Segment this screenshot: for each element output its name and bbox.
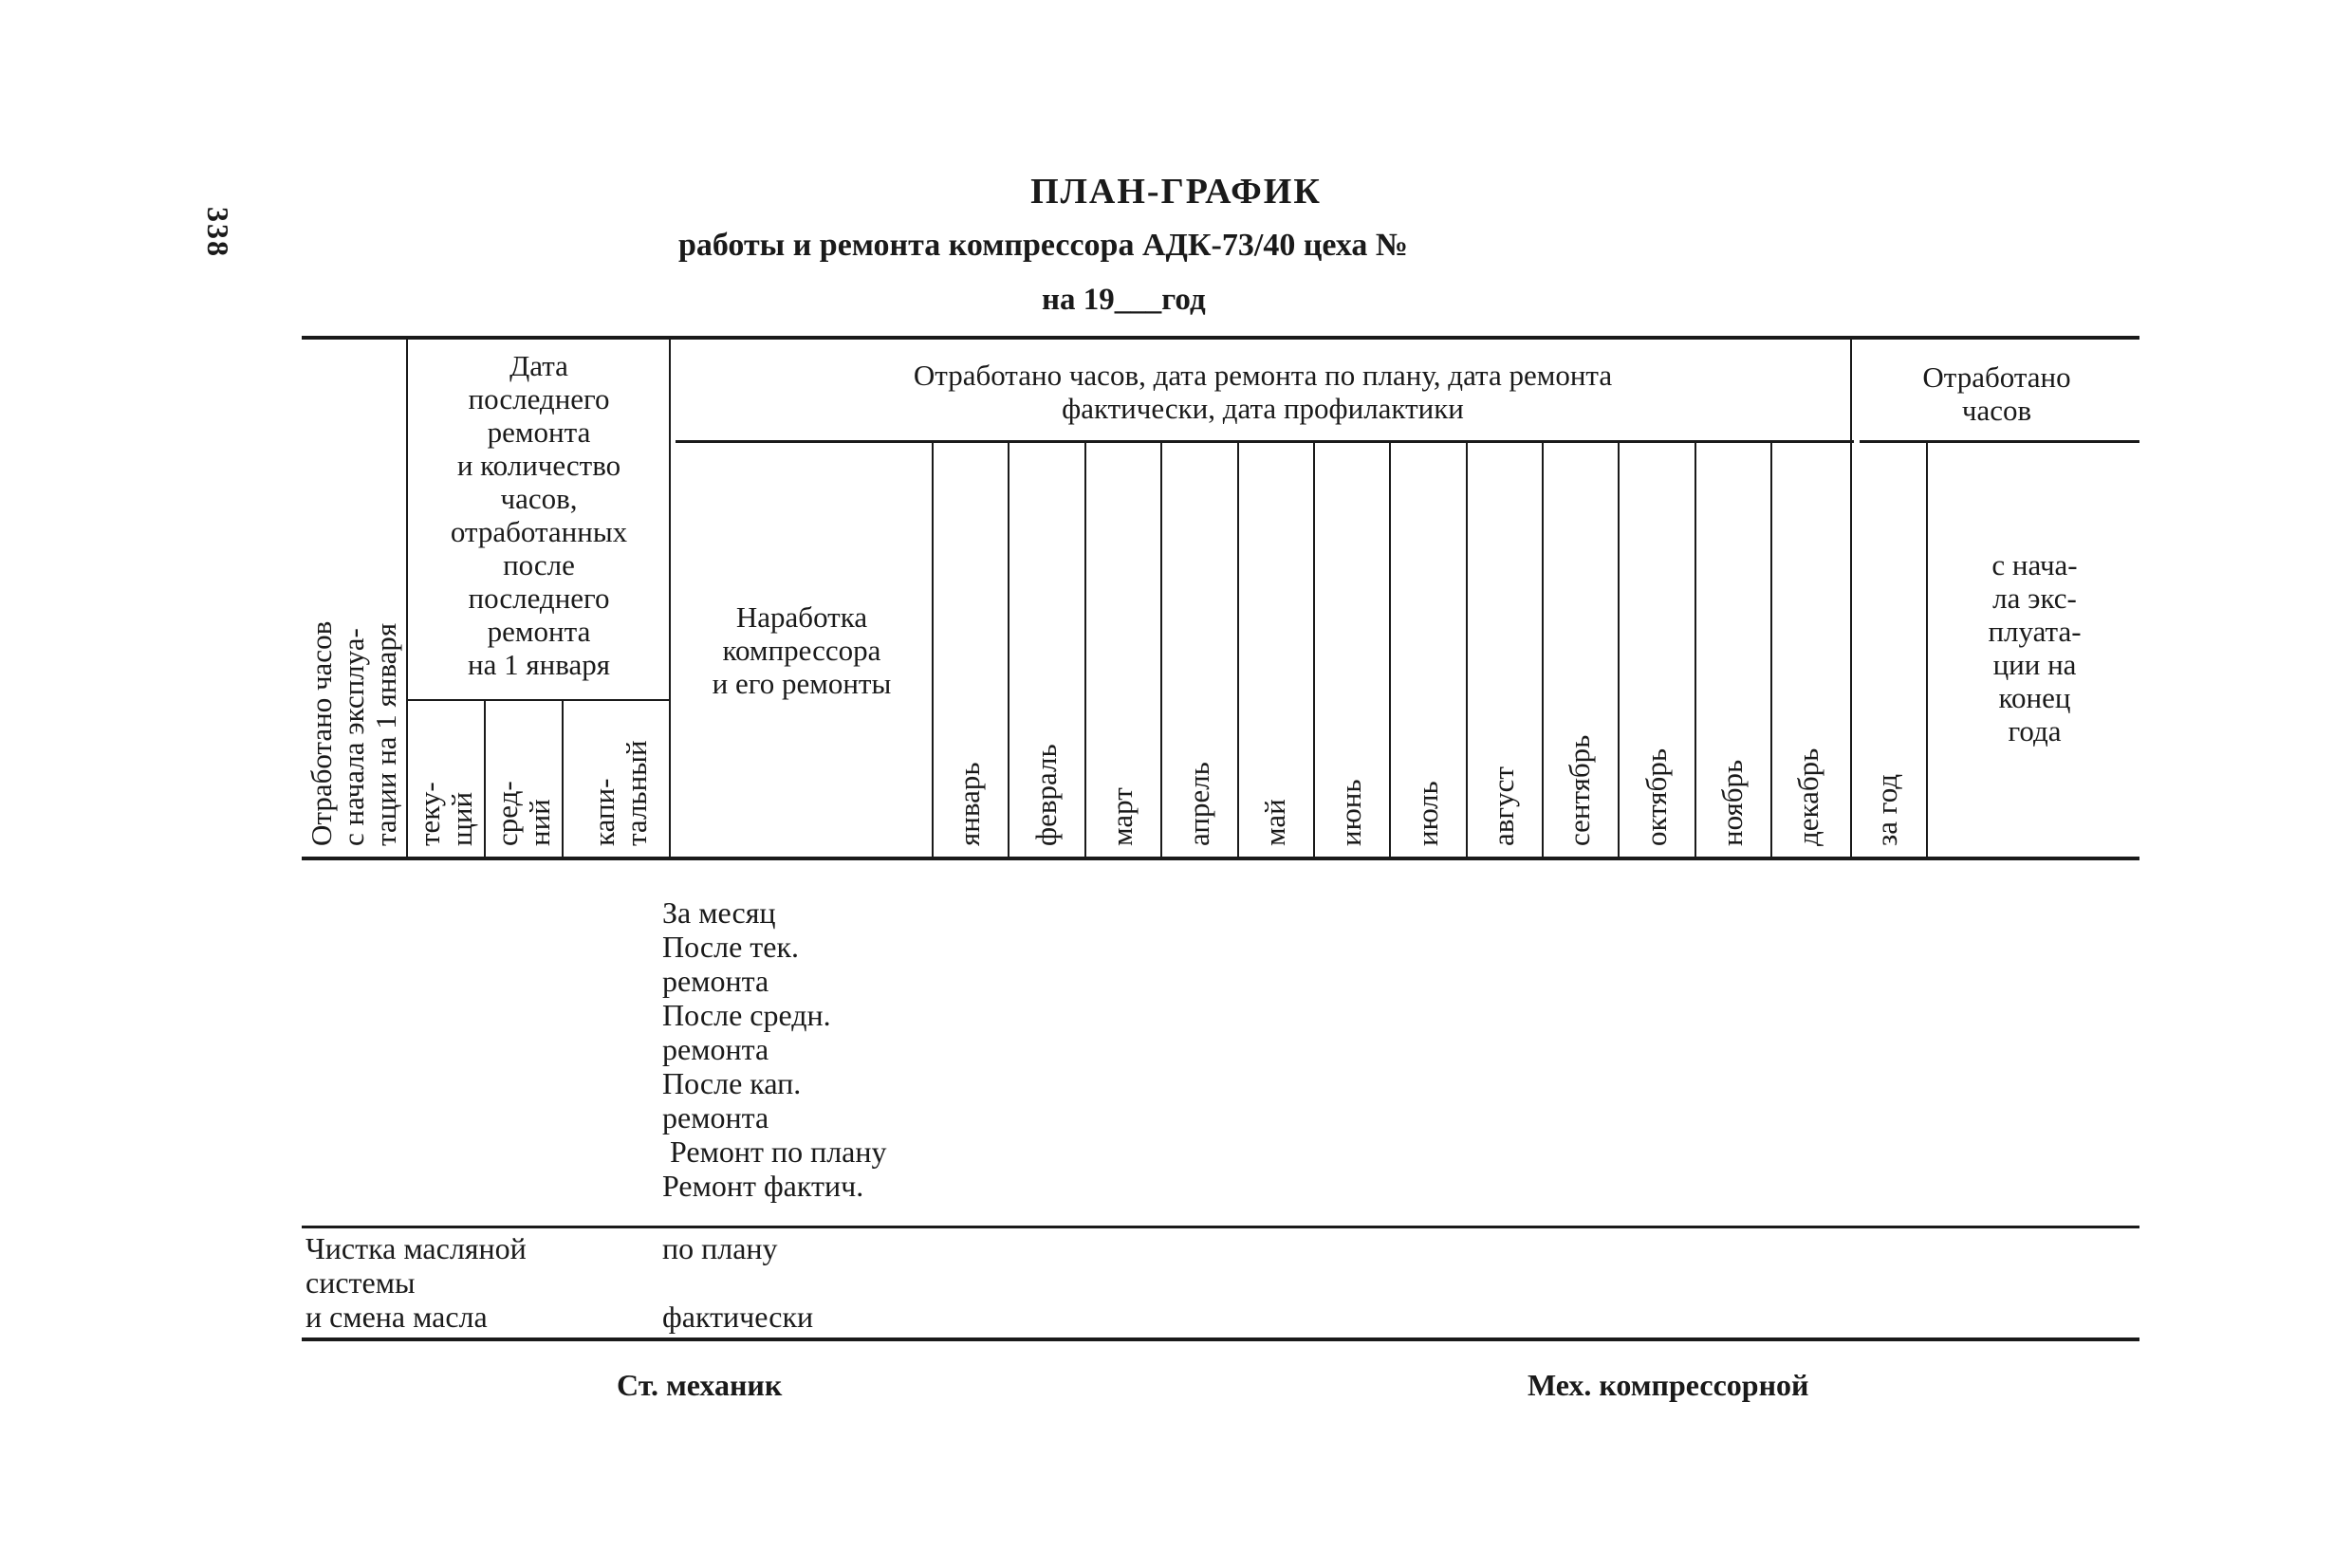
col-divider xyxy=(562,701,564,858)
list-item: ремонта xyxy=(662,964,769,998)
month-header: январь xyxy=(953,762,986,846)
col-repair-capital: капи- тальный xyxy=(587,740,653,846)
document-year-line: на 19___год xyxy=(1042,283,1206,317)
month-header: апрель xyxy=(1182,762,1215,846)
list-item: ремонта xyxy=(662,1032,769,1066)
col-divider xyxy=(932,443,934,858)
page-number: 338 xyxy=(201,207,235,258)
month-header: март xyxy=(1105,787,1139,846)
month-header: июнь xyxy=(1334,779,1367,846)
list-item: Ремонт по плану xyxy=(662,1134,887,1169)
col-divider xyxy=(1313,443,1315,858)
col-repair-current: теку- щий xyxy=(413,782,478,846)
col-divider xyxy=(1237,443,1239,858)
col-divider xyxy=(1466,443,1468,858)
col-divider xyxy=(1008,443,1009,858)
list-item: За месяц xyxy=(662,895,776,930)
month-header: сентябрь xyxy=(1563,734,1596,846)
document-title: ПЛАН-ГРАФИК xyxy=(1030,172,1322,212)
col-divider xyxy=(1770,443,1772,858)
runtime-section-rule xyxy=(302,1226,2139,1228)
main-group-underline xyxy=(676,440,1854,443)
worked-group-underline xyxy=(1860,440,2139,443)
table-top-rule xyxy=(302,336,2139,340)
signature-compressor-mechanic: Мех. компрессорной xyxy=(1528,1368,1809,1402)
oil-plan-row: по плану xyxy=(662,1231,778,1265)
document-subtitle: работы и ремонта компрессора АДК-73/40 цеха № xyxy=(677,228,1409,263)
col-group-worked: Отработано часов xyxy=(1922,360,2071,427)
col-divider xyxy=(406,340,408,858)
col-per-year: за год xyxy=(1870,773,1903,846)
col-divider xyxy=(1389,443,1391,858)
month-header: август xyxy=(1487,766,1520,846)
list-item: После кап. xyxy=(662,1066,802,1100)
col-group-main: Отработано часов, дата ремонта по плану, дата ремонта фактически, дата профилактики xyxy=(913,359,1613,425)
month-header: декабрь xyxy=(1791,747,1824,846)
col-hours-since-start: Отработано часов с начала эксплуа- тации на 1 января xyxy=(305,620,402,846)
signature-senior-mechanic: Ст. механик xyxy=(617,1368,783,1402)
list-item: После средн. xyxy=(662,998,831,1032)
col-since-start-end-year: с нача- ла экс- плуата- ции на конец года xyxy=(1988,548,2082,747)
list-item: После тек. xyxy=(662,930,800,964)
month-header: май xyxy=(1258,799,1291,846)
repair-types-rule xyxy=(408,699,670,701)
runtime-rows xyxy=(662,895,886,1203)
month-header: февраль xyxy=(1029,744,1063,846)
col-divider xyxy=(1926,443,1928,858)
month-header: октябрь xyxy=(1639,748,1673,846)
table-bottom-rule xyxy=(302,1337,2139,1341)
list-item: ремонта xyxy=(662,1100,769,1134)
oil-actual-row: фактически xyxy=(662,1300,814,1334)
col-divider xyxy=(484,701,486,858)
col-divider xyxy=(1695,443,1696,858)
header-bottom-rule xyxy=(302,857,2139,860)
col-divider xyxy=(1542,443,1544,858)
col-runtime: Наработка компрессора и его ремонты xyxy=(712,600,892,700)
col-divider xyxy=(1160,443,1162,858)
col-divider xyxy=(669,340,671,858)
col-repair-medium: сред- ний xyxy=(491,781,556,846)
month-header: июль xyxy=(1411,781,1444,846)
col-divider xyxy=(1618,443,1620,858)
month-header: ноябрь xyxy=(1715,759,1749,846)
col-last-repair-date: Дата последнего ремонта и количество часов, отработанных после последнего ремонта на 1 января xyxy=(450,349,628,681)
oil-system-label: Чистка масляной системы и смена масла xyxy=(306,1231,527,1334)
col-divider xyxy=(1084,443,1086,858)
list-item: Ремонт фактич. xyxy=(662,1169,864,1203)
col-divider xyxy=(1850,340,1852,858)
